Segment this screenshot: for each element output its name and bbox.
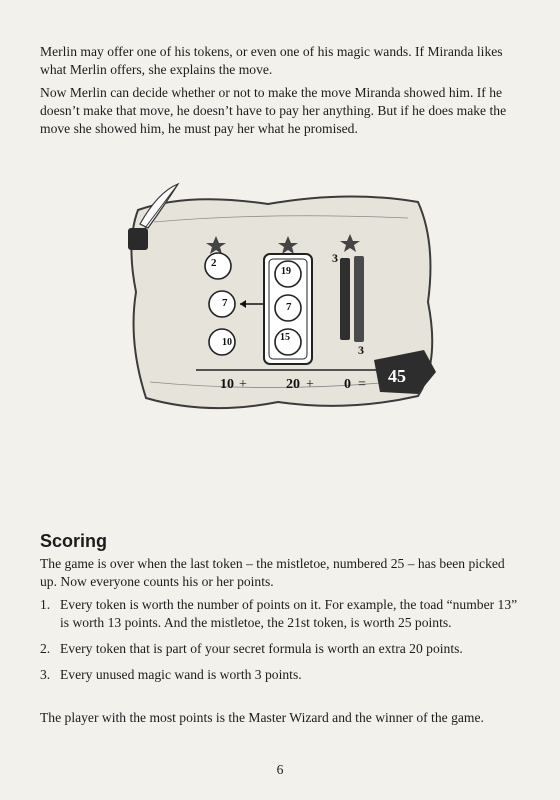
wand-count-bottom: 3 — [358, 343, 364, 357]
scoring-heading: Scoring — [40, 531, 108, 551]
list-item-text: Every token is worth the number of points on it. For example, the toad “number 13” is worth 13 points. And the mistletoe, the 21st token, is worth 25 points. — [60, 597, 518, 630]
svg-text:7: 7 — [286, 301, 292, 313]
list-item — [40, 596, 522, 632]
list-item-number: 3. — [40, 667, 51, 682]
scoring-illustration — [118, 182, 448, 420]
list-item-text: Every unused magic wand is worth 3 points. — [60, 667, 302, 682]
intro-paragraph-decision: Now Merlin can decide whether or not to make the move Miranda showed him. If he doesn’t make that move, he doesn’t have to pay her anything. But if he does make the move she showed him, he must pay her what he promised. — [40, 85, 507, 136]
list-item-text: Every token that is part of your secret formula is worth an extra 20 points. — [60, 641, 463, 656]
intro-paragraph-offer: Merlin may offer one of his tokens, or even one of his magic wands. If Miranda likes what Merlin offers, she explains the move. — [40, 44, 503, 77]
total-formula-points: 20 — [286, 377, 300, 392]
list-item-number: 1. — [40, 597, 51, 612]
list-item — [40, 640, 522, 658]
svg-text:2: 2 — [211, 257, 217, 269]
parchment-scroll-illustration — [118, 182, 448, 420]
winner-paragraph: The player with the most points is the Master Wizard and the winner of the game. — [40, 710, 484, 725]
list-item — [40, 666, 522, 684]
equals-sign: = — [358, 377, 366, 392]
token-left-3 — [209, 329, 235, 355]
svg-text:15: 15 — [280, 332, 290, 343]
token-left-1 — [205, 253, 231, 279]
scoring-rules-list — [40, 596, 522, 684]
wand-count-top: 3 — [332, 251, 338, 265]
scoring-intro: The game is over when the last token – the mistletoe, numbered 25 – has been picked up. Now everyone counts his or her points. — [40, 556, 505, 589]
list-item-number: 2. — [40, 641, 51, 656]
plus-sign: + — [306, 377, 314, 392]
token-left-2 — [209, 291, 235, 317]
secret-formula-frame — [264, 254, 312, 364]
svg-text:10: 10 — [222, 337, 232, 348]
svg-text:45: 45 — [388, 366, 406, 386]
total-token-points: 10 — [220, 377, 234, 392]
svg-text:19: 19 — [281, 266, 291, 277]
total-wand-points: 0 — [344, 377, 351, 392]
plus-sign: + — [239, 377, 247, 392]
page-number: 6 — [276, 762, 284, 777]
svg-text:7: 7 — [222, 297, 228, 309]
